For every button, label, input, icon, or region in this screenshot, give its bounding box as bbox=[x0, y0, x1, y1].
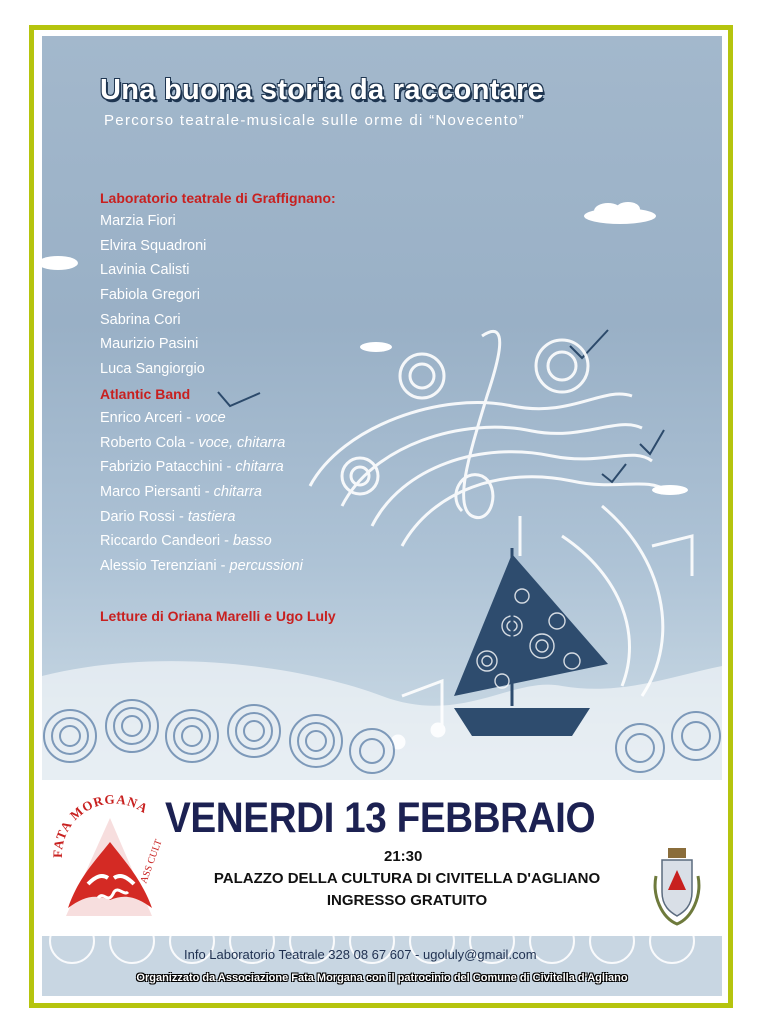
readings-credit: Letture di Oriana Marelli e Ugo Luly bbox=[100, 608, 336, 624]
svg-text:FATA MORGANA: FATA MORGANA bbox=[49, 791, 152, 859]
event-venue: PALAZZO DELLA CULTURA DI CIVITELLA D'AGLIANO bbox=[213, 870, 601, 887]
fata-morgana-logo bbox=[48, 788, 168, 934]
lab-member: Luca Sangiorgio bbox=[100, 361, 205, 377]
band-member: Roberto Cola - voce, chitarra bbox=[100, 435, 286, 451]
poster bbox=[42, 36, 722, 996]
event-entry: INGRESSO GRATUITO bbox=[326, 892, 488, 909]
lab-member: Elvira Squadroni bbox=[100, 238, 207, 254]
event-date: VENERDI 13 FEBBRAIO bbox=[165, 794, 596, 842]
poster-title: Una buona storia da raccontare bbox=[100, 74, 545, 106]
svg-text:ASS CULT: ASS CULT bbox=[138, 837, 165, 886]
event-time: 21:30 bbox=[384, 848, 423, 865]
poster-subtitle: Percorso teatrale-musicale sulle orme di “Novecento” bbox=[104, 112, 526, 129]
band-member: Alessio Terenziani - percussioni bbox=[100, 558, 303, 574]
lab-member: Lavinia Calisti bbox=[100, 262, 190, 278]
lab-member: Marzia Fiori bbox=[100, 213, 176, 229]
info-contact: Info Laboratorio Teatrale 328 08 67 607 - ugoluly@gmail.com bbox=[184, 947, 537, 962]
band-member: Dario Rossi - tastiera bbox=[100, 509, 236, 525]
lab-member: Fabiola Gregori bbox=[100, 287, 200, 303]
band-heading: Atlantic Band bbox=[100, 386, 191, 402]
civitella-coat-of-arms-icon bbox=[648, 846, 706, 928]
band-member: Marco Piersanti - chitarra bbox=[100, 484, 262, 500]
band-member: Fabrizio Patacchini - chitarra bbox=[100, 459, 284, 475]
lab-member: Sabrina Cori bbox=[100, 312, 181, 328]
band-member: Enrico Arceri - voce bbox=[100, 410, 226, 426]
laboratorio-heading: Laboratorio teatrale di Graffignano: bbox=[100, 190, 336, 206]
band-member: Riccardo Candeori - basso bbox=[100, 533, 272, 549]
organizer-line: Organizzato da Associazione Fata Morgana con il patrocinio del Comune di Civitella d'Agliano bbox=[136, 972, 628, 984]
lab-member: Maurizio Pasini bbox=[100, 336, 199, 352]
